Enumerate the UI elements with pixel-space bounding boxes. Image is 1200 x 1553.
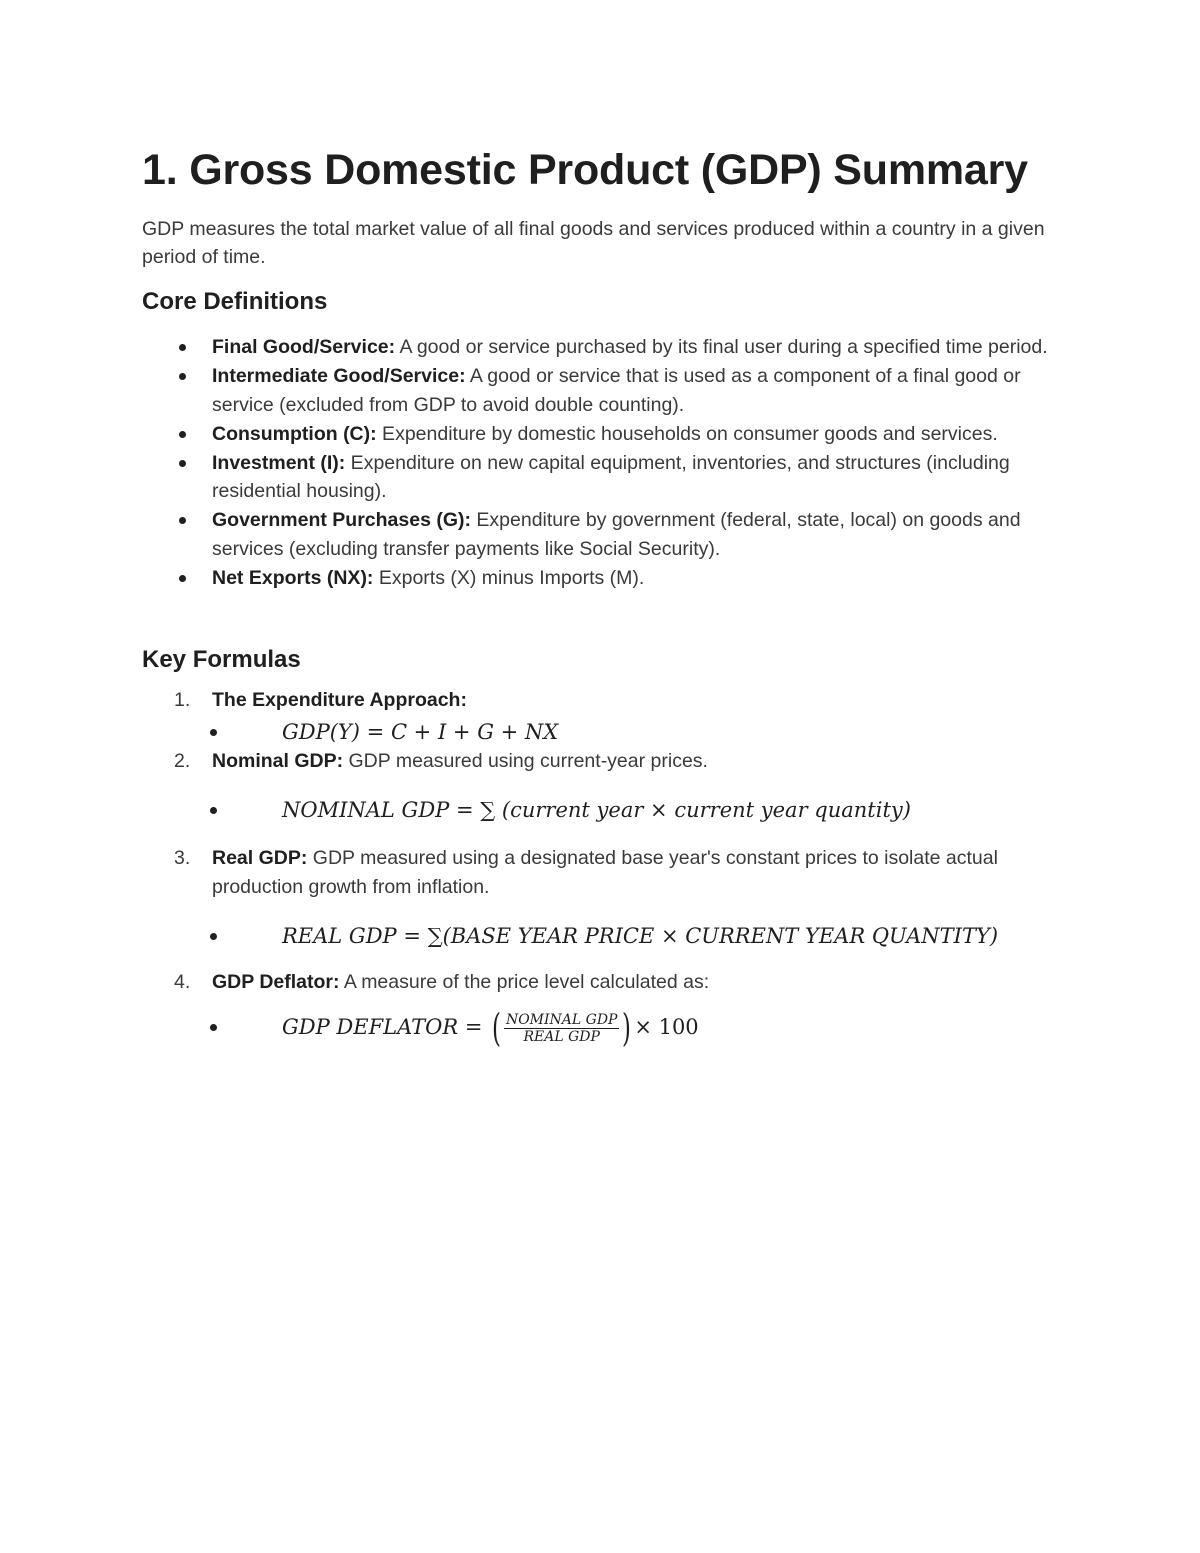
definitions-list bbox=[142, 333, 1062, 592]
list-item bbox=[142, 362, 1062, 419]
definition-term: Government Purchases (G): bbox=[212, 509, 471, 531]
bullet-icon bbox=[210, 807, 217, 814]
formula-term: Real GDP: bbox=[212, 847, 308, 869]
definition-text: A good or service that is used as a component of a final good or service (excluded from GDP to avoid double counting). bbox=[212, 365, 1021, 416]
formulas-list bbox=[142, 686, 1062, 1053]
document-page bbox=[142, 140, 1062, 1053]
fraction-denominator: REAL GDP bbox=[523, 1028, 600, 1045]
bullet-icon bbox=[179, 517, 186, 524]
formula-term: Nominal GDP: bbox=[212, 749, 344, 772]
formula-item bbox=[142, 686, 1062, 747]
equation-text: REAL GDP = ∑(BASE YEAR PRICE × CURRENT YEAR QUANTITY) bbox=[282, 924, 999, 948]
equation-rhs: × 100 bbox=[634, 1014, 699, 1039]
key-formulas-heading: Key Formulas bbox=[142, 646, 301, 673]
formula-item bbox=[142, 968, 1062, 1053]
bullet-icon bbox=[210, 729, 217, 736]
bullet-icon bbox=[179, 431, 186, 438]
bullet-icon bbox=[179, 575, 186, 582]
bullet-icon bbox=[210, 933, 217, 940]
definition-term: Investment (I): bbox=[212, 451, 346, 474]
definition-term: Net Exports (NX): bbox=[212, 566, 374, 589]
definition-term: Intermediate Good/Service: bbox=[212, 365, 466, 387]
formula-term: GDP Deflator: bbox=[212, 971, 340, 993]
left-paren: ( bbox=[492, 1006, 501, 1050]
formula-number: 3. bbox=[174, 847, 191, 869]
formula-text: GDP measured using a designated base year's constant prices to isolate actual production growth from inflation. bbox=[212, 847, 998, 898]
equation-text: NOMINAL GDP = ∑ (current year × current year quantity) bbox=[282, 798, 911, 822]
bullet-icon bbox=[179, 344, 186, 351]
right-paren: ) bbox=[622, 1006, 632, 1050]
formula-item bbox=[142, 844, 1062, 956]
bullet-icon bbox=[179, 373, 186, 380]
formula-equation bbox=[212, 790, 1062, 830]
formula-text: GDP measured using current-year prices. bbox=[343, 749, 708, 772]
list-item bbox=[142, 420, 1062, 449]
formula-number: 1. bbox=[174, 689, 191, 711]
formula-text: A measure of the price level calculated as: bbox=[339, 971, 710, 993]
list-item bbox=[142, 449, 1062, 506]
page-title: 1. Gross Domestic Product (GDP) Summary bbox=[142, 146, 1028, 194]
list-item bbox=[142, 333, 1062, 362]
definition-term: Final Good/Service: bbox=[212, 336, 396, 358]
core-definitions-heading: Core Definitions bbox=[142, 288, 328, 315]
fraction-numerator: NOMINAL GDP bbox=[505, 1011, 618, 1028]
bullet-icon bbox=[210, 1024, 217, 1031]
definition-text: Expenditure by government (federal, state, local) on goods and services (excluding transfer payments like Social Security). bbox=[212, 509, 1021, 560]
formula-term: The Expenditure Approach: bbox=[212, 689, 467, 711]
bullet-icon bbox=[179, 460, 186, 467]
formula-number: 2. bbox=[174, 749, 191, 772]
definition-text: Expenditure on new capital equipment, inventories, and structures (including residential housing). bbox=[212, 451, 1010, 502]
list-item bbox=[142, 506, 1062, 563]
equation-fraction bbox=[504, 1012, 620, 1045]
list-item bbox=[142, 564, 1062, 593]
definition-text: A good or service purchased by its final user during a specified time period. bbox=[395, 336, 1048, 358]
formula-equation bbox=[212, 717, 1062, 747]
formula-equation bbox=[212, 916, 1062, 956]
formula-equation bbox=[212, 1001, 1062, 1053]
equation-lhs: GDP DEFLATOR = bbox=[282, 1014, 483, 1039]
intro-paragraph: GDP measures the total market value of all final goods and services produced within a country in a given period of time. bbox=[142, 218, 1045, 268]
definition-term: Consumption (C): bbox=[212, 422, 377, 445]
equation-text: GDP(Y) = C + I + G + NX bbox=[282, 719, 559, 744]
formula-number: 4. bbox=[174, 971, 191, 993]
definition-text: Exports (X) minus Imports (M). bbox=[373, 566, 645, 589]
definition-text: Expenditure by domestic households on consumer goods and services. bbox=[376, 422, 998, 445]
formula-item bbox=[142, 747, 1062, 831]
